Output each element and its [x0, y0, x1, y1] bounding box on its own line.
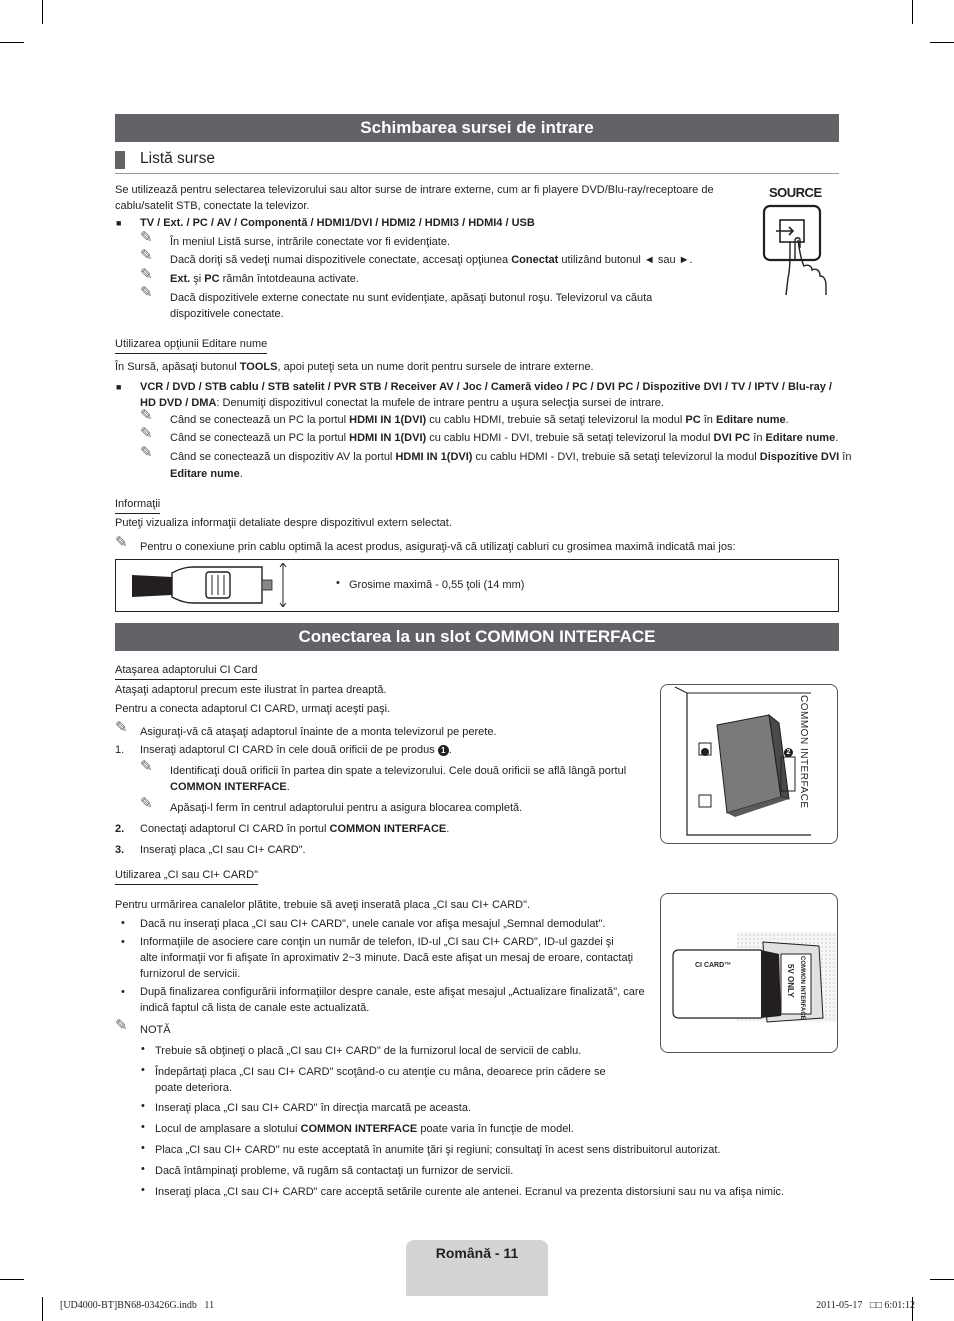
- bullet-dot: •: [141, 1100, 145, 1112]
- note-text: Identificaţi două orificii în partea din spate a televizorului. Cele două orificii se află lângă portul COMMON INTERFACE.: [170, 765, 627, 793]
- fig2-5v-label: 5V ONLY: [786, 964, 795, 998]
- bullet-square: ■: [116, 382, 122, 392]
- ci-adapter-illustration: [661, 685, 837, 843]
- fig1-badge: 2: [784, 748, 793, 757]
- ci-text: Ataşaţi adaptorul precum este ilustrat în partea dreaptă.: [115, 684, 387, 696]
- nota-bullet: Inseraţi placa „CI sau CI+ CARD" care acceptă setările curente ale antenei. Ecranul va prezenta distorsiuni sau nu va afişa nimic.: [155, 1186, 785, 1198]
- cable-note: Pentru o conexiune prin cablu optimă la acest produs, asiguraţi-vă că utilizaţi cabluri cu grosimea maximă indicată mai jos:: [140, 541, 736, 553]
- use-bullet-cont: indică faptul că lista de canale este actualizată.: [140, 1002, 370, 1014]
- crop-mark: [0, 42, 24, 43]
- bullet-dot: •: [141, 1142, 145, 1154]
- nota-bullet: Trebuie să obţineţi o placă „CI sau CI+ CARD" de la furnizorul local de servicii de cablu.: [155, 1045, 582, 1057]
- bullet-dot: •: [121, 936, 125, 948]
- footer-file: [UD4000-BT]BN68-03426G.indb 11: [60, 1300, 215, 1311]
- page-number: Română - 11: [435, 1245, 519, 1261]
- cable-illustration: [128, 563, 293, 607]
- note-icon: ✎: [140, 758, 153, 775]
- edit-intro: În Sursă, apăsaţi butonul TOOLS, apoi puteţi seta un nume dorit pentru sursele de intrare externe.: [115, 361, 594, 373]
- section-heading-info: Informaţii: [115, 496, 160, 514]
- step-number: 1.: [115, 744, 125, 756]
- note-text: Ext. şi PC rămân întotdeauna activate.: [170, 273, 359, 285]
- note-text: Apăsaţi-l ferm în centrul adaptorului pentru a asigura blocarea completă.: [170, 802, 523, 814]
- note-icon: ✎: [140, 266, 153, 283]
- nota-bullet: Placa „CI sau CI+ CARD" nu este acceptată în anumite ţări şi regiuni; consultaţi în acest sens distribuitorul autorizat.: [155, 1144, 721, 1156]
- note-text: Dacă doriţi să vedeţi numai dispozitivele conectate, accesaţi opţiunea Conectat utilizând butonul ◄ sau ►.: [170, 254, 693, 266]
- crop-mark: [42, 0, 43, 24]
- use-bullet: Informaţiile de asociere care conţin un număr de telefon, ID-ul „CI sau CI+ CARD", ID-ul gazdei şi: [140, 936, 614, 948]
- note-icon: ✎: [140, 407, 153, 424]
- nota-bullet: Dacă întâmpinaţi probleme, vă rugăm să contactaţi un furnizor de servicii.: [155, 1165, 514, 1177]
- subsection-heading: [115, 147, 839, 174]
- source-label: SOURCE: [769, 185, 822, 200]
- step-text: Inseraţi adaptorul CI CARD în cele două orificii de pe produs 1 .: [140, 744, 452, 756]
- source-button-illustration: [760, 200, 832, 300]
- bullet-dot: •: [121, 986, 125, 998]
- note-icon: ✎: [115, 1017, 128, 1034]
- bullet-square: ■: [116, 218, 122, 228]
- cable-spec: Grosime maximă - 0,55 ţoli (14 mm): [349, 579, 525, 591]
- step-badge: 1: [438, 745, 449, 756]
- fig2-slot-label: COMMON INTERFACE: [799, 956, 805, 1020]
- ci-card-figure: [660, 893, 838, 1053]
- section-heading-edit: Utilizarea opţiunii Editare nume: [115, 336, 267, 354]
- bullet-dot: •: [141, 1064, 145, 1076]
- crop-mark: [42, 1297, 43, 1321]
- nota-label: NOTĂ: [140, 1024, 171, 1036]
- bullet-dot: •: [121, 917, 125, 929]
- footer-date: 2011-05-17 □□ 6:01:12: [816, 1300, 915, 1311]
- note-text: Dacă dispozitivele externe conectate nu sunt evidenţiate, apăsaţi butonul roşu. Televizorul va căuta dispozitivele conectate.: [170, 292, 653, 320]
- section-title: Conectarea la un slot COMMON INTERFACE: [115, 623, 839, 651]
- use-bullet-cont: alte informaţii vor fi afişate în aproximativ 2~3 minute. Dacă este afişat un mesaj de eroare, contactaţi: [140, 952, 634, 964]
- nota-bullet-cont: poate deteriora.: [155, 1082, 233, 1094]
- note-text: În meniul Listă surse, intrările conectate vor fi evidenţiate.: [170, 236, 451, 248]
- intro-text: Se utilizează pentru selectarea televizorului sau altor surse de intrare externe, cum ar fi playere DVD/Blu-ray/receptoare de cablu/satelit STB, conectate la televizor.: [115, 184, 714, 212]
- note-text: Când se conectează un PC la portul HDMI IN 1(DVI) cu cablu HDMI - DVI, trebuie să setaţi televizorul la modul DVI PC în Editare nume.: [170, 432, 839, 444]
- section-heading-ci: Ataşarea adaptorului CI Card: [115, 662, 257, 680]
- source-list: TV / Ext. / PC / AV / Componentă / HDMI1/DVI / HDMI2 / HDMI3 / HDMI4 / USB: [140, 217, 535, 229]
- note-text: Când se conectează un PC la portul HDMI IN 1(DVI) cu cablu HDMI, trebuie să setaţi televizorul la modul PC în Editare nume.: [170, 414, 789, 426]
- bullet-dot: •: [336, 577, 340, 589]
- use-bullet: După finalizarea configurării informaţiilor despre canale, este afişat mesajul „Actualizare finalizată", care: [140, 986, 645, 998]
- note-text-cont: Editare nume.: [170, 468, 243, 480]
- nota-bullet: Locul de amplasare a slotului COMMON INTERFACE poate varia în funcţie de model.: [155, 1123, 574, 1135]
- note-icon: ✎: [140, 425, 153, 442]
- note-icon: ✎: [140, 284, 153, 301]
- ci-text: Pentru a conecta adaptorul CI CARD, urmaţi aceşti paşi.: [115, 703, 391, 715]
- note-text: Când se conectează un dispozitiv AV la portul HDMI IN 1(DVI) cu cablu HDMI - DVI, trebuie să setaţi televizorul la modul Dispozitive DVI în: [170, 451, 852, 463]
- crop-mark: [912, 0, 913, 24]
- nota-bullet: Îndepărtaţi placa „CI sau CI+ CARD" scoţând-o cu atenţie cu mâna, deoarece prin cădere se: [155, 1066, 606, 1078]
- ci-card-illustration: [661, 894, 837, 1052]
- crop-mark: [930, 1279, 954, 1280]
- note-text: Asiguraţi-vă că ataşaţi adaptorul înainte de a monta televizorul pe perete.: [140, 726, 497, 738]
- fig2-card-label: CI CARD™: [695, 962, 732, 969]
- fig1-label: COMMON INTERFACE: [798, 695, 809, 809]
- use-bullet-cont: furnizorul de servicii.: [140, 968, 241, 980]
- step-text: Inseraţi placa „CI sau CI+ CARD".: [140, 844, 306, 856]
- note-icon: ✎: [115, 719, 128, 736]
- note-icon: ✎: [140, 229, 153, 246]
- use-bullet: Dacă nu inseraţi placa „CI sau CI+ CARD", unele canale vor afişa mesajul „Semnal demodulat".: [140, 918, 606, 930]
- bullet-dot: •: [141, 1184, 145, 1196]
- ci-adapter-figure: [660, 684, 838, 844]
- note-icon: ✎: [140, 444, 153, 461]
- note-icon: ✎: [140, 795, 153, 812]
- step-number: 2.: [115, 823, 125, 835]
- step-text: Conectaţi adaptorul CI CARD în portul COMMON INTERFACE.: [140, 823, 450, 835]
- crop-mark: [0, 1279, 24, 1280]
- crop-mark: [930, 42, 954, 43]
- step-number: 3.: [115, 844, 125, 856]
- section-title: Schimbarea sursei de intrare: [115, 114, 839, 142]
- note-icon: ✎: [115, 534, 128, 551]
- bullet-dot: •: [141, 1163, 145, 1175]
- note-icon: ✎: [140, 247, 153, 264]
- info-text: Puteţi vizualiza informaţii detaliate despre dispozitivul extern selectat.: [115, 517, 452, 529]
- use-text: Pentru urmărirea canalelor plătite, trebuie să aveţi inserată placa „CI sau CI+ CARD".: [115, 899, 531, 911]
- nota-bullet: Inseraţi placa „CI sau CI+ CARD" în direcţia marcată pe aceasta.: [155, 1102, 472, 1114]
- bullet-dot: •: [141, 1121, 145, 1133]
- subsection-title: Listă surse: [140, 150, 215, 167]
- bullet-dot: •: [141, 1043, 145, 1055]
- edit-name-list: VCR / DVD / STB cablu / STB satelit / PVR STB / Receiver AV / Joc / Cameră video / PC / DVI PC / Dispozitive DVI / TV / IPTV / Blu-ray / HD DVD / DMA: Denumiţi dispozitivul conectat la mufele de intrare pentru a uşura selecţia sursei de intrare.: [140, 381, 832, 409]
- section-heading-use: Utilizarea „CI sau CI+ CARD": [115, 867, 258, 885]
- heading-marker: [115, 151, 125, 169]
